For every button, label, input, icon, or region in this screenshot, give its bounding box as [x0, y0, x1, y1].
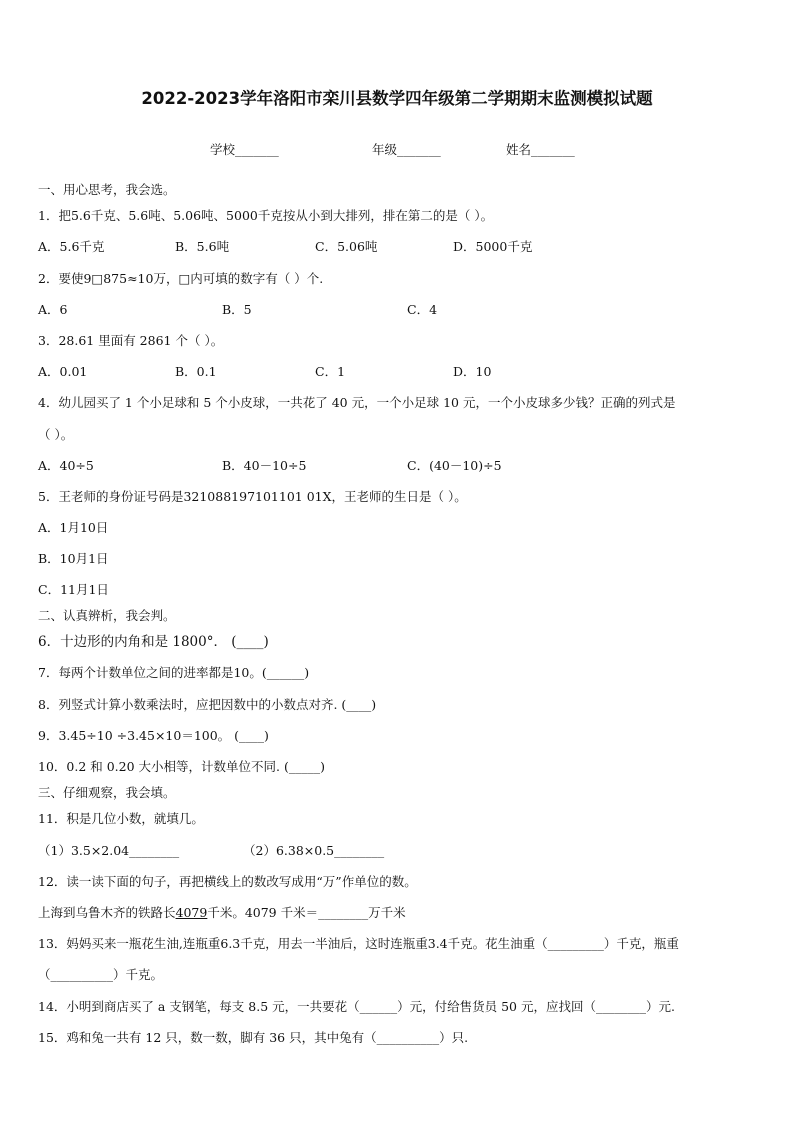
underlined-number: 4079: [175, 905, 208, 920]
question-4-stem: 4．幼儿园买了 1 个小足球和 5 个小皮球，一共花了 40 元，一个小足球 10 元，一个小皮球多少钱？正确的列式是: [38, 395, 676, 410]
question-5-option-c[interactable]: C．11月1日: [38, 582, 109, 597]
option-b[interactable]: B．40－10÷5: [222, 458, 307, 473]
option-a[interactable]: A．40÷5: [38, 458, 94, 473]
page-title: 2022-2023学年洛阳市栾川县数学四年级第二学期期末监测模拟试题: [141, 89, 653, 108]
question-2-stem: 2．要使9□875≈10万，□内可填的数字有（ ）个.: [38, 271, 324, 286]
option-a[interactable]: A．5.6千克: [38, 239, 105, 254]
part-2-blank[interactable]: （2）6.38×0.5________: [243, 843, 385, 858]
question-9: 9．3.45÷10 ÷3.45×10＝100。 (____): [38, 728, 269, 743]
option-d[interactable]: D．10: [453, 364, 492, 379]
grade-field[interactable]: 年级_______: [372, 142, 441, 157]
question-8: 8．列竖式计算小数乘法时，应把因数中的小数点对齐. (____): [38, 697, 377, 712]
question-6: 6．十边形的内角和是 1800°． (____): [38, 634, 269, 650]
question-10: 10．0.2 和 0.20 大小相等，计数单位不同. (_____): [38, 759, 325, 774]
option-a[interactable]: A．6: [38, 302, 68, 317]
question-13-line-1: 13．妈妈买来一瓶花生油,连瓶重6.3千克，用去一半油后，这时连瓶重3.4千克。花生油重（_________）千克，瓶重: [38, 936, 679, 951]
option-b[interactable]: B．5.6吨: [175, 239, 230, 254]
question-5-stem: 5．王老师的身份证号码是321088197101101 01X，王老师的生日是（ ）。: [38, 489, 467, 504]
question-7: 7．每两个计数单位之间的进率都是10。(______): [38, 665, 310, 680]
question-12-stem: 12．读一读下面的句子，再把横线上的数改写成用“万”作单位的数。: [38, 874, 417, 889]
option-a[interactable]: A．0.01: [38, 364, 88, 379]
question-14: 14．小明到商店买了 a 支钢笔，每支 8.5 元，一共要花（______）元，付给售货员 50 元，应找回（________）元.: [38, 999, 675, 1014]
section-heading-3: 三、仔细观察，我会填。: [38, 785, 176, 800]
part-1-blank[interactable]: （1）3.5×2.04________: [38, 843, 180, 858]
question-1-stem: 1．把5.6千克、5.6吨、5.06吨、5000千克按从小到大排列，排在第二的是（ ）。: [38, 208, 494, 223]
option-c[interactable]: C．5.06吨: [315, 239, 378, 254]
question-3-stem: 3．28.61 里面有 2861 个（ ）。: [38, 333, 224, 348]
sentence-text: 上海到乌鲁木齐的铁路长: [38, 905, 176, 920]
name-field[interactable]: 姓名_______: [506, 142, 575, 157]
option-b[interactable]: B．5: [222, 302, 252, 317]
conversion-blank[interactable]: 千米。4079 千米＝________万千米: [207, 905, 406, 920]
school-field[interactable]: 学校_______: [210, 142, 279, 157]
question-5-option-b[interactable]: B．10月1日: [38, 551, 109, 566]
question-12-sentence: [38, 905, 758, 921]
option-c[interactable]: C．4: [407, 302, 438, 317]
question-11-stem: 11．积是几位小数，就填几。: [38, 811, 204, 826]
option-d[interactable]: D．5000千克: [453, 239, 533, 254]
question-5-option-a[interactable]: A．1月10日: [38, 520, 109, 535]
option-c[interactable]: C．1: [315, 364, 346, 379]
section-heading-2: 二、认真辨析，我会判。: [38, 608, 176, 623]
question-4-answer-blank[interactable]: （ ）。: [38, 427, 74, 442]
section-heading-1: 一、用心思考，我会选。: [38, 182, 176, 197]
question-15: 15．鸡和兔一共有 12 只，数一数，脚有 36 只，其中兔有（__________）只.: [38, 1030, 469, 1045]
option-c[interactable]: C．(40－10)÷5: [407, 458, 502, 473]
question-13-line-2[interactable]: （__________）千克。: [38, 967, 164, 982]
option-b[interactable]: B．0.1: [175, 364, 217, 379]
